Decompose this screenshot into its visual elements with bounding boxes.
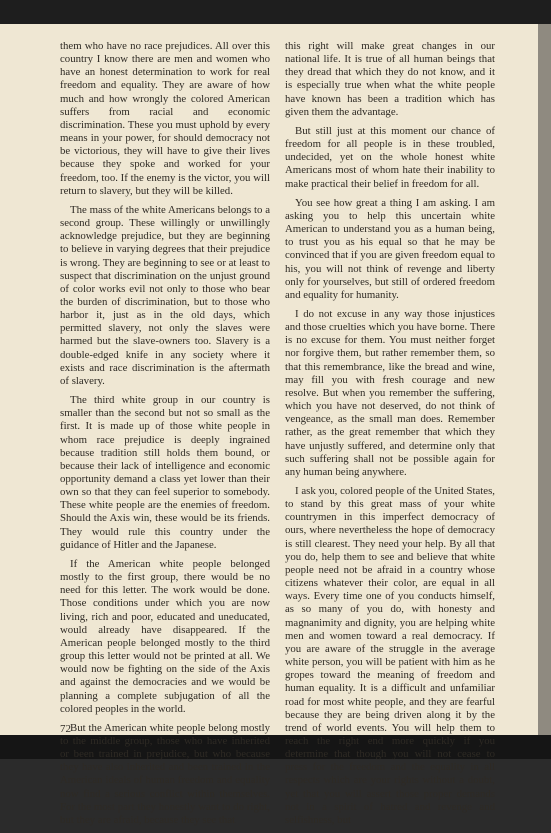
paragraph: this right will make great changes in our national life. It is true of all human beings that they dread that which they do not know, and it is especially true when what the white people have known has been a tradition which has given them the advantage.: [285, 40, 495, 118]
right-column: [285, 40, 495, 833]
page-number: 72: [60, 723, 71, 735]
paragraph: But the American white people belong mostly to the middle group, those who have inherited or been trained in prejudice, but who because they have also inherited and been trained in the American ideals of human freedom and equality now find a serious conflict within themselves. For the most part they honestly want to do right, but they are afraid, because they see that: [60, 721, 270, 826]
paragraph: them who have no race prejudices. All over this country I know there are men and women who have an honest determination to work for real freedom and equality. They are aware of how much and how wrongly the colored American suffers from racial and economic discrimination. These you must uphold by every means in your power, for should democracy not be victorious, they will have to give their lives because they spoke and worked for your freedom, too. If the enemy is the victor, you will return to slavery, but they will be killed.: [60, 40, 270, 197]
paragraph: I ask you, colored people of the United States, to stand by this great mass of your white countrymen in this imperfect democracy of ours, where nevertheless the hope of democracy is still clearest. They need your help. By all that you do, help them to see and believe that white people need not be afraid in a country whose citizens whatever their color, are equal in all ways. Every time one of you conducts himself, as so many of you do, with honesty and magnanimity and dignity, you are helping white men and women toward a real democracy. If you are aware of the struggle in the average white person, you will be patient with him as he gropes toward the meaning of freedom and human equality. It is a difficult and unfamiliar road for most white people, and they are fearful because they are being driven along it by the trend of world events. You will help them to reach the right end more quickly if you determine that though you will not cease to press for the freedom and the equality in all respects which are your rights without a doubt, yet that you will assert those proper demands not in a spirit of hatred and revenge and selfishness, but: [285, 485, 495, 826]
left-column: [60, 40, 270, 833]
paragraph: I do not excuse in any way those injustices and those cruelties which you have borne. There is no excuse for them. You must neither forget nor forgive them, but rather remember them, so that this remembrance, like the bread and wine, may fill you with fresh courage and new resolve. But when you remember the suffering, which you have not deserved, do not think of vengeance, as the small man does. Remember rather, as the great remember that which they have unjustly suffered, and determine only that such suffering shall not be possible again for any human being anywhere.: [285, 307, 495, 478]
page-edge: [538, 24, 551, 735]
paragraph: The third white group in our country is smaller than the second but not so small as the first. It is made up of those white people in whom race prejudice is deeply ingrained because tradition still holds them bound, or because their lack of intelligence and economic opportunity demand a class yet lower than their own so that they can feel superior to somebody. These white people are the enemies of freedom. Should the Axis win, these would be its friends. They would rule this country under the guidance of Hitler and the Japanese.: [60, 394, 270, 551]
paragraph: But still just at this moment our chance of freedom for all people is in these troubled, undecided, yet on the whole honest white Americans most of whom hate their inability to make practical their belief in freedom for all.: [285, 124, 495, 190]
paragraph: If the American white people belonged mostly to the first group, there would be no need for this letter. The work would be done. Those conditions under which you are now living, rich and poor, educated and uneducated, would already have disappeared. If the American people belonged mostly to the third group this letter would not be printed at all. We would now be fighting on the side of the Axis and against the democracies and we would be planning a complete subjugation of all the colored peoples in the world.: [60, 557, 270, 715]
paragraph: The mass of the white Americans belongs to a second group. These willingly or unwillingly acknowledge prejudice, but they are beginning to believe in varying degrees that their prejudice is wrong. They are beginning to see or at least to suspect that discrimination on the unjust ground of color works evil not only to those who bear the burden of discrimination, but to those who harbor it, just as in the old days, which permitted slavery, not only the slaves were harmed but the slave-owners too. Slavery is a double-edged knife in any society where it exists and race discrimination is the aftermath of slavery.: [60, 203, 270, 387]
paragraph: You see how great a thing I am asking. I am asking you to help this uncertain white American to understand you as a human being, to trust you as his equal so that he may be convinced that if you are given freedom equal to his, you will not think of revenge and liberty only for yourselves, but still of ordered freedom and equality for humanity.: [285, 196, 495, 301]
